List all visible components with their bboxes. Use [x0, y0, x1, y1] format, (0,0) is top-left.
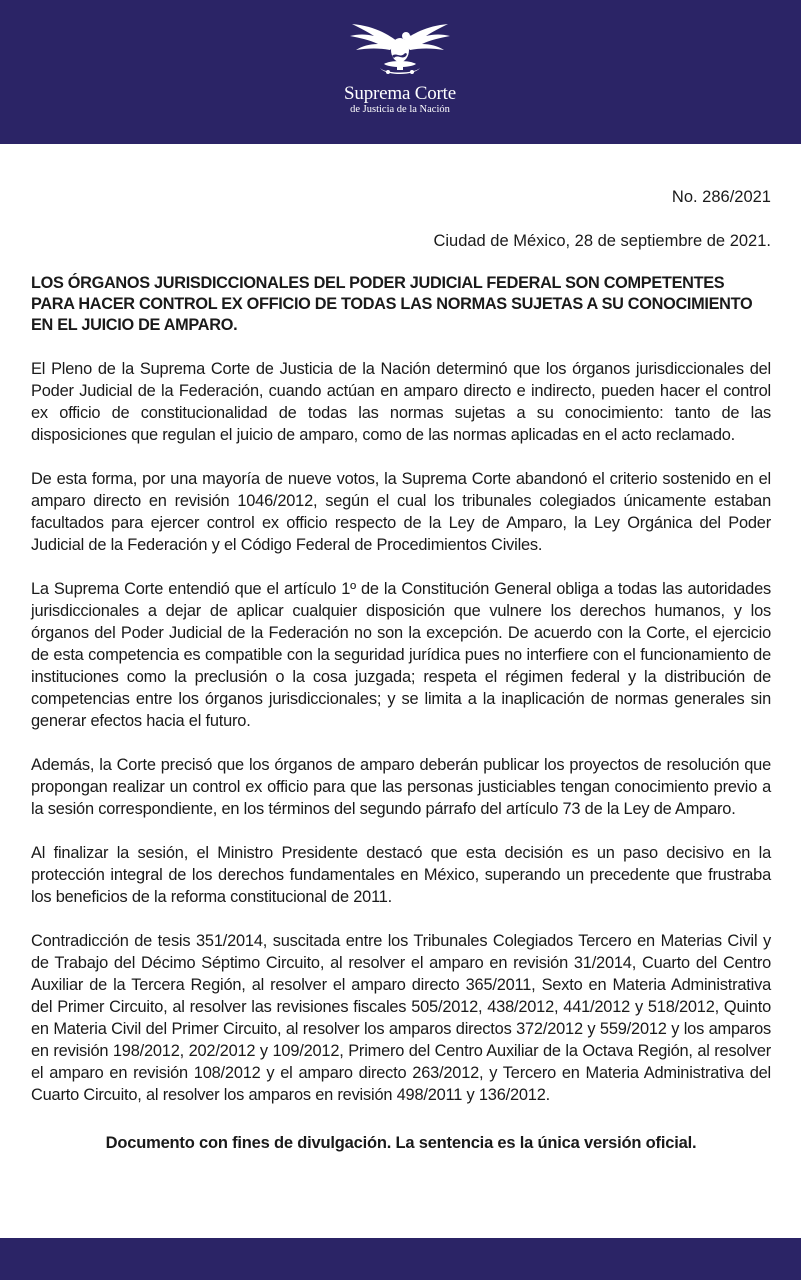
paragraph: De esta forma, por una mayoría de nueve votos, la Suprema Corte abandonó el criterio sostenido en el amparo directo en revisión 1046/2012, según el cual los tribunales colegiados únicamente estaban facultados para ejercer control ex officio respecto de la Ley de Amparo, la Ley Orgánica del Poder Judicial de la Federación y el Código Federal de Procedimientos Civiles.	[31, 470, 771, 554]
paragraph: La Suprema Corte entendió que el artículo 1º de la Constitución General obliga a todas las autoridades jurisdiccionales a dejar de aplicar cualquier disposición que vulnere los derechos humanos, y los órganos del Poder Judicial de la Federación no son la excepción. De acuerdo con la Corte, el ejercicio de esta competencia es compatible con la seguridad jurídica pues no interfiere con el funcionamiento de instituciones como la preclusión o la cosa juzgada; respeta el régimen federal y la distribución de competencias entre los órganos jurisdiccionales; y se limita a la inaplicación de normas generales sin generar efectos hacia el futuro.	[31, 580, 771, 730]
release-date: Ciudad de México, 28 de septiembre de 2021.	[433, 232, 771, 250]
release-number: No. 286/2021	[671, 188, 771, 206]
logo-title: Suprema Corte	[344, 83, 456, 104]
paragraph: Además, la Corte precisó que los órganos de amparo deberán publicar los proyectos de resolución que propongan realizar un control ex officio para que las personas justiciables tengan conocimiento previo a la sesión correspondiente, en los términos del segundo párrafo del artículo 73 de la Ley de Amparo.	[31, 756, 771, 818]
paragraph: Al finalizar la sesión, el Ministro Presidente destacó que esta decisión es un paso decisivo en la protección integral de los derechos fundamentales en México, superando un precedente que frustraba los beneficios de la reforma constitucional de 2011.	[31, 844, 771, 906]
footer-banner	[0, 1238, 801, 1280]
headline: LOS ÓRGANOS JURISDICCIONALES DEL PODER JUDICIAL FEDERAL SON COMPETENTES PARA HACER CONTROL EX OFFICIO DE TODAS LAS NORMAS SUJETAS A SU CONOCIMIENTO EN EL JUICIO DE AMPARO.	[31, 274, 753, 334]
paragraph: El Pleno de la Suprema Corte de Justicia de la Nación determinó que los órganos jurisdiccionales del Poder Judicial de la Federación, cuando actúan en amparo directo e indirecto, pueden hacer el control ex officio de constitucionalidad de todas las normas sujetas a su conocimiento: tanto de las disposiciones que regulan el juicio de amparo, como de las normas aplicadas en el acto reclamado.	[31, 360, 771, 444]
paragraph: Contradicción de tesis 351/2014, suscitada entre los Tribunales Colegiados Tercero en Materias Civil y de Trabajo del Décimo Séptimo Circuito, al resolver el amparo en revisión 31/2014, Cuarto del Centro Auxiliar de la Tercera Región, al resolver el amparo directo 365/2011, Sexto en Materia Administrativa del Primer Circuito, al resolver las revisiones fiscales 505/2012, 438/2012, 441/2012 y 518/2012, Quinto en Materia Civil del Primer Circuito, al resolver los amparos directos 372/2012 y 559/2012 y los amparos en revisión 198/2012, 202/2012 y 109/2012, Primero del Centro Auxiliar de la Octava Región, al resolver el amparo en revisión 108/2012 y el amparo directo 263/2012, y Tercero en Materia Administrativa del Cuarto Circuito, al resolver los amparos en revisión 498/2011 y 136/2012.	[31, 932, 771, 1104]
scjn-logo	[320, 12, 480, 132]
header-banner	[0, 0, 801, 144]
disclaimer: Documento con fines de divulgación. La sentencia es la única versión oficial.	[105, 1134, 697, 1152]
eagle-emblem-icon	[340, 12, 460, 82]
logo-subtitle: de Justicia de la Nación	[350, 104, 450, 115]
press-release-body	[31, 186, 771, 1154]
